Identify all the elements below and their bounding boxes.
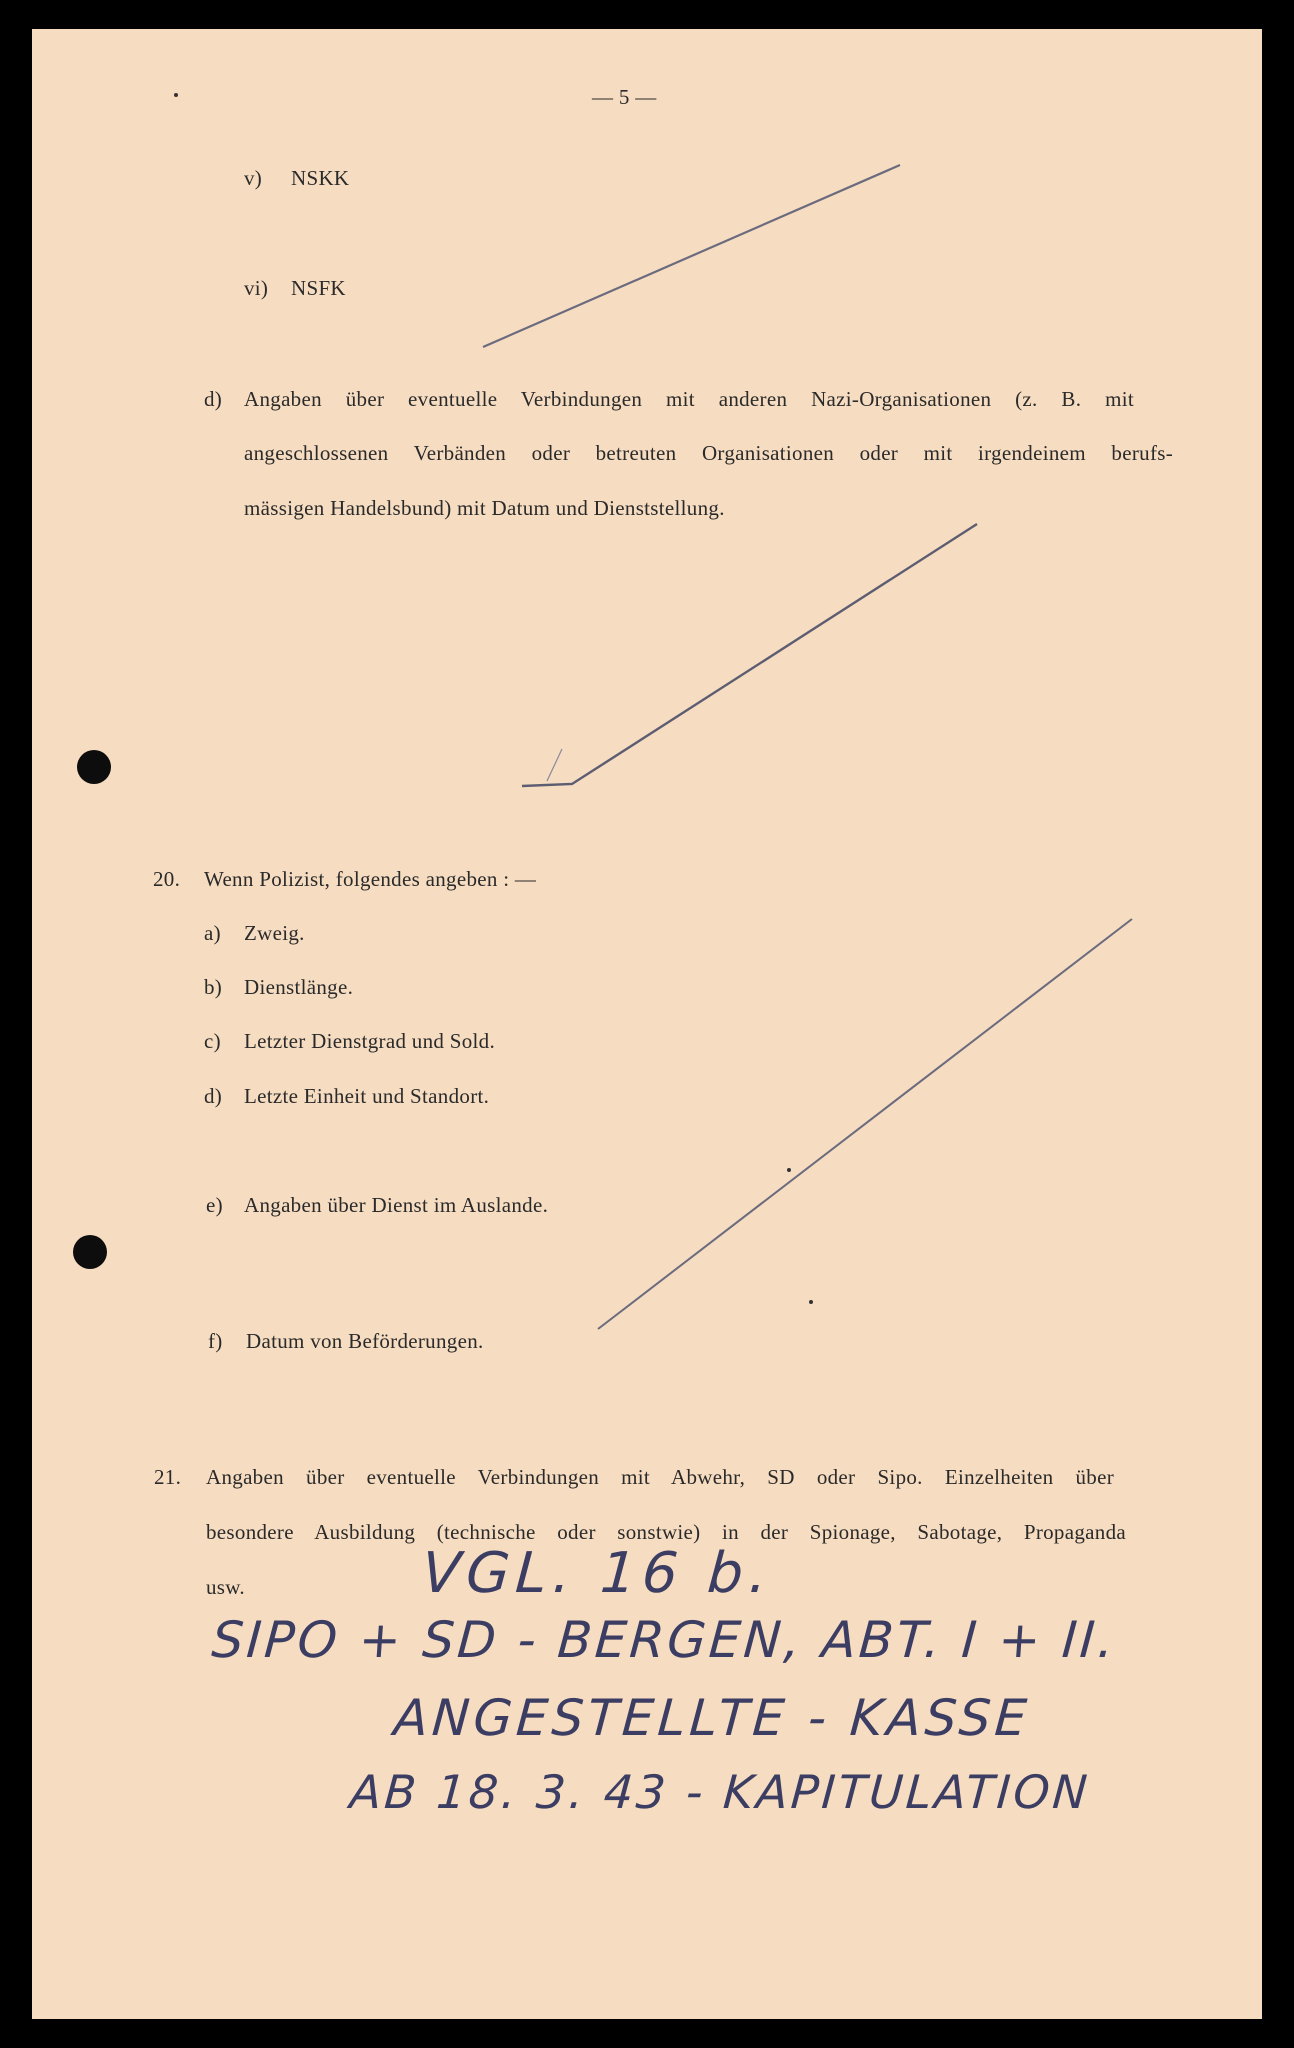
q20-item-d-number: d) — [204, 1084, 223, 1108]
punch-hole-upper — [77, 750, 111, 784]
q20-item-d-text: Letzte Einheit und Standort. — [244, 1084, 490, 1108]
q20-item-a-text: Zweig. — [244, 921, 305, 945]
q20-item-f-number: f) — [208, 1329, 223, 1353]
question-21-line1: Angaben über eventuelle Verbindungen mit Abwehr, SD oder Sipo. Einzelheiten über — [206, 1465, 1114, 1489]
q20-item-c-text: Letzter Dienstgrad und Sold. — [244, 1029, 496, 1053]
strike-line-2 — [522, 524, 977, 786]
item-d-line1: Angaben über eventuelle Verbindungen mit anderen Nazi-Organisationen (z. B. mit — [244, 387, 1134, 411]
q20-item-e-text: Angaben über Dienst im Auslande. — [244, 1193, 549, 1217]
question-21-number: 21. — [154, 1465, 182, 1489]
handwritten-position: ANGESTELLTE - KASSE — [391, 1689, 1033, 1747]
question-20-number: 20. — [153, 867, 181, 891]
question-21-line2: besondere Ausbildung (technische oder sonstwie) in der Spionage, Sabotage, Propaganda — [206, 1520, 1126, 1544]
handwritten-dates: AB 18. 3. 43 - KAPITULATION — [348, 1765, 1092, 1819]
strike-hook — [547, 749, 562, 781]
strike-line-1 — [483, 165, 900, 347]
question-21-line3: usw. — [206, 1575, 245, 1599]
q20-item-c-number: c) — [204, 1029, 221, 1053]
q20-item-b-text: Dienstlänge. — [244, 975, 354, 999]
q20-item-e-number: e) — [206, 1193, 223, 1217]
page-number: — 5 — — [592, 85, 657, 109]
item-d-line3: mässigen Handelsbund) mit Datum und Dienststellung. — [244, 496, 725, 520]
punch-hole-lower — [73, 1235, 107, 1269]
handwritten-unit: SIPO + SD - BERGEN, ABT. I + II. — [209, 1611, 1119, 1669]
item-v-number: v) — [244, 166, 263, 190]
speck — [809, 1300, 813, 1304]
strike-line-3 — [598, 919, 1132, 1329]
speck — [787, 1168, 791, 1172]
handwritten-reference: VGL. 16 b. — [419, 1541, 776, 1606]
q20-item-f-text: Datum von Beförderungen. — [246, 1329, 484, 1353]
item-vi-number: vi) — [244, 276, 269, 300]
item-vi-text: NSFK — [291, 276, 346, 300]
q20-item-a-number: a) — [204, 921, 221, 945]
item-d-line2: angeschlossenen Verbänden oder betreuten Organisationen oder mit irgendeinem berufs- — [244, 441, 1173, 465]
speck — [174, 93, 178, 97]
document-page — [32, 29, 1262, 2019]
question-20-text: Wenn Polizist, folgendes angeben : — — [204, 867, 537, 891]
item-d-number: d) — [204, 387, 223, 411]
q20-item-b-number: b) — [204, 975, 223, 999]
item-v-text: NSKK — [291, 166, 350, 190]
